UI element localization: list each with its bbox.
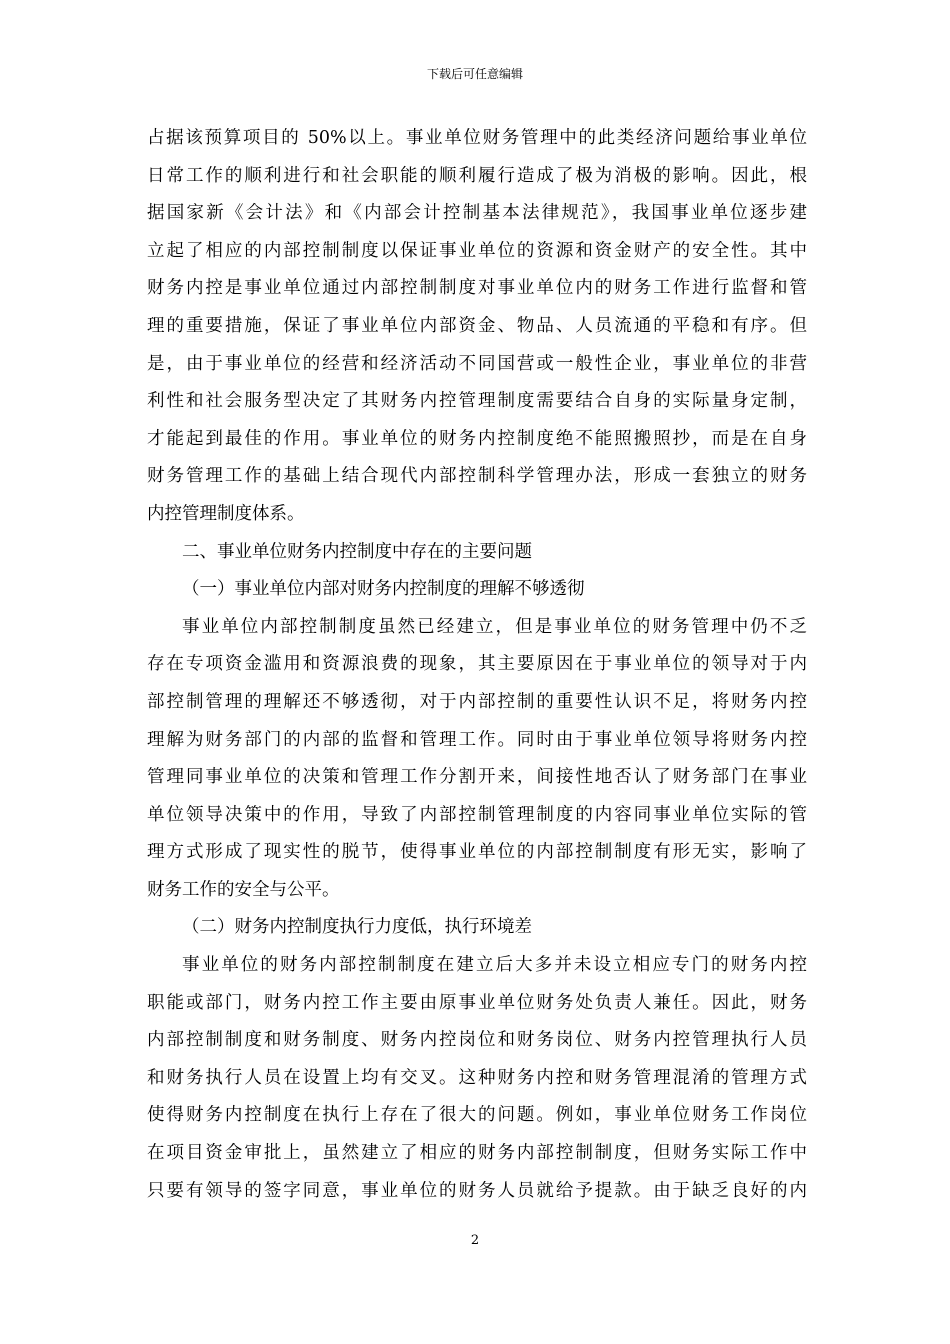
text-line: 财务内控是事业单位通过内部控制制度对事业单位内的财务工作进行监督和管 (147, 278, 807, 299)
text-line: 利性和社会服务型决定了其财务内控管理制度需要结合自身的实际量身定制， (147, 391, 807, 412)
text-line: 只要有领导的签字同意，事业单位的财务人员就给予提款。由于缺乏良好的内 (147, 1180, 807, 1201)
text-line: 占据该预算项目的 50%以上。事业单位财务管理中的此类经济问题给事业单位 (147, 128, 807, 148)
text-line: 在项目资金审批上，虽然建立了相应的财务内部控制制度，但财务实际工作中 (147, 1143, 807, 1164)
page-number: 2 (470, 1233, 480, 1248)
text-line: 单位领导决策中的作用，导致了内部控制管理制度的内容同事业单位实际的管 (147, 804, 807, 825)
text-line: 理的重要措施，保证了事业单位内部资金、物品、人员流通的平稳和有序。但 (147, 315, 807, 336)
subsection-heading (147, 909, 807, 947)
text-line: 职能或部门，财务内控工作主要由原事业单位财务处负责人兼任。因此，财务 (147, 992, 807, 1013)
text-line: 理解为财务部门的内部的监督和管理工作。同时由于事业单位领导将财务内控 (147, 729, 807, 750)
text-line: 日常工作的顺利进行和社会职能的顺利履行造成了极为消极的影响。因此，根 (147, 165, 807, 186)
text-line: 立起了相应的内部控制制度以保证事业单位的资源和资金财产的安全性。其中 (147, 240, 807, 261)
text-line: 财务管理工作的基础上结合现代内部控制科学管理办法，形成一套独立的财务 (147, 466, 807, 487)
text-line: 和财务执行人员在设置上均有交叉。这种财务内控和财务管理混淆的管理方式 (147, 1067, 807, 1088)
subsection-heading (147, 571, 807, 609)
text-line: （一）事业单位内部对财务内控制度的理解不够透彻 (182, 579, 585, 600)
text-line: 存在专项资金滥用和资源浪费的现象，其主要原因在于事业单位的领导对于内 (147, 654, 807, 675)
text-line: 部控制管理的理解还不够透彻，对于内部控制的重要性认识不足，将财务内控 (147, 691, 807, 712)
page-header: 下载后可任意编辑 (426, 67, 523, 81)
text-line: 二、事业单位财务内控制度中存在的主要问题 (182, 541, 532, 562)
document-body (147, 120, 807, 1210)
text-line: 是，由于事业单位的经营和经济活动不同国营或一般性企业，事业单位的非营 (147, 353, 807, 374)
text-line: 事业单位内部控制制度虽然已经建立，但是事业单位的财务管理中仍不乏 (182, 616, 807, 637)
text-line: 内部控制制度和财务制度、财务内控岗位和财务岗位、财务内控管理执行人员 (147, 1030, 807, 1051)
section-heading (147, 534, 807, 572)
text-line: 使得财务内控制度在执行上存在了很大的问题。例如，事业单位财务工作岗位 (147, 1105, 807, 1126)
text-line: 才能起到最佳的作用。事业单位的财务内控制度绝不能照搬照抄，而是在自身 (147, 428, 807, 449)
text-line: 管理同事业单位的决策和管理工作分割开来，间接性地否认了财务部门在事业 (147, 767, 807, 788)
text-line: 事业单位的财务内部控制制度在建立后大多并未设立相应专门的财务内控 (182, 955, 807, 976)
text-line: （二）财务内控制度执行力度低，执行环境差 (182, 917, 532, 938)
text-line: 财务工作的安全与公平。 (147, 879, 340, 900)
text-line: 理方式形成了现实性的脱节，使得事业单位的内部控制制度有形无实，影响了 (147, 842, 807, 863)
paragraph (147, 947, 807, 1210)
text-line: 据国家新《会计法》和《内部会计控制基本法律规范》，我国事业单位逐步建 (147, 203, 807, 224)
paragraph (147, 609, 807, 910)
paragraph (147, 120, 807, 534)
text-line: 内控管理制度体系。 (147, 503, 305, 524)
